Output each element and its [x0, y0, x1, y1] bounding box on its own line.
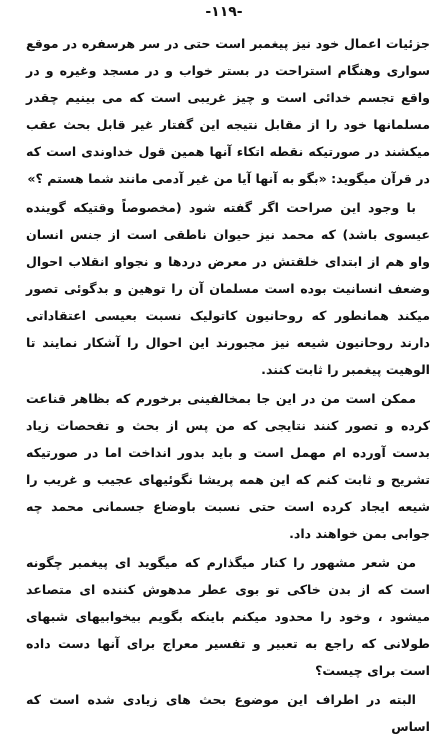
paragraph-3: ممکن است من در این جا بمخالفینی برخورم که بظاهر قناعت کرده و تصور کنند نتایجی که من پس از بحث و تفحصات زیاد بدست آورده ام مهمل است و باید بدور انداخت اما در صورتیکه تشریح و ثابت کنم که این همه پریشا نگوئیهای عجیب و غریب را شیعه ایجاد کرده است حتی نسبت باوضاع جسمانی محمد چه جوابی بمن خواهند داد. [26, 391, 430, 541]
page-number: -۱۱۹- [205, 4, 243, 20]
paragraph-4: من شعر مشهور را کنار میگذارم که میگوید ای پیغمبر چگونه است که از بدن خاکی تو بوی عطر مدهوش کننده ای متصاعد میشود ، وخود را محدود میکنم باینکه بگویم بیخوابیهای شبهای طولانی که راجع به تعبیر و تفسیر معراج برای آنها دست داده است برای چیست؟ [26, 555, 430, 678]
paragraph-5: البته در اطراف این موضوع بحث های زیادی شده است که اساس [26, 692, 430, 734]
paragraph-1: جزئیات اعمال خود نیز پیغمبر است حتی در سر هرسفره در موقع سواری وهنگام استراحت در بستر خواب و در مسجد وغیره و در واقع تجسم خدائی است و چیز غریبی است که می بینیم چقدر مسلمانها خود را از مقابل نتیجه این گفتار غیر قابل بحث عقب میکشند در صورتیکه نقطه اتکاء آنها همین قول خداوندی است که در قرآن میگوید: «بگو به آنها آیا من غیر آدمی مانند شما هستم ؟» [26, 36, 430, 186]
page-body [26, 30, 430, 740]
paragraph-2: با وجود این صراحت اگر گفته شود (مخصوصاً وقتیکه گوینده عیسوی باشد) که محمد نیز حیوان ناطقی است از جنس انسان واو هم از ابتدای خلقتش در معرض دردها و نجواو انقلاب احوال وضعف انسانیت بوده است مسلمان آن را توهین و بدگوئی تصور میکند همانطور که روحانیون کاتولیک نسبت بعیسی اعتقاداتی دارند روحانیون شیعه نیز مجبورند این احوال را آشکار نمایند تا الوهیت پیغمبر را ثابت کنند. [26, 200, 430, 377]
